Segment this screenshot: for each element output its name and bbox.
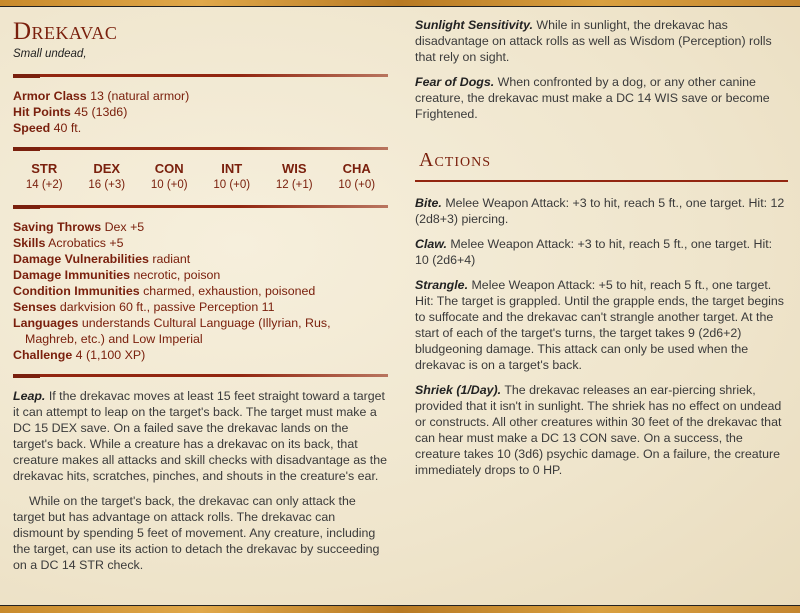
ability-name: INT [221,161,243,176]
ability-wis [276,161,313,193]
senses [13,299,388,315]
damage-vulnerabilities [13,251,388,267]
actions-divider [415,180,788,182]
bottom-border [0,605,800,613]
ability-name: CON [154,161,184,176]
challenge [13,347,388,363]
label: Challenge [13,347,73,362]
label: Hit Points [13,104,71,119]
actions-heading: Actions [419,149,492,171]
value: darkvision 60 ft., passive Perception 11 [59,299,275,314]
speed [13,120,388,136]
value: 45 (13d6) [74,104,128,119]
trait-text: When confronted by a dog, or any other canine creature, the drekavac must make a DC 14 WIS save or become Frightened. [415,75,770,121]
ability-value: 16 (+3) [88,179,126,191]
trait-sunlight-sensitivity [415,17,788,65]
monster-type: Small undead, [13,48,87,60]
ability-name: STR [31,161,58,176]
value: 4 (1,100 XP) [75,347,146,362]
trait-leap [13,388,388,484]
value-continued: Maghreb, etc.) and Low Imperial [25,331,203,346]
trait-text: If the drekavac moves at least 15 feet straight toward a target it can attempt to leap on the target's back. The target must make a DC 15 DEX save. On a failed save the drekavac lands on the target's back. While a creature has a drekavac on its back, that creature makes all attacks and skill checks with disadvantage as the drekavac hits, scratches, pinches, and shouts in the creature's ear. [13,389,387,483]
condition-immunities [13,283,388,299]
action-bite [415,195,788,227]
ability-con [151,161,188,193]
trait-text: While in sunlight, the drekavac has disadvantage on attack rolls as well as Wisdom (Perception) rolls that rely on sight. [415,18,772,64]
label: Speed [13,120,51,135]
action-text: Melee Weapon Attack: +3 to hit, reach 5 ft., one target. Hit: 12 (2d8+3) piercing. [415,196,785,226]
ability-name: WIS [281,161,307,176]
ability-value: 12 (+1) [275,179,313,191]
label: Armor Class [13,88,87,103]
ability-dex [88,161,125,193]
ability-cha [338,161,375,193]
divider [13,74,388,77]
trait-leap-continued: While on the target's back, the drekavac can only attack the target but has advantage on attack rolls. The drekavac can dismount by spending 5 feet of movement. Any creature, including the target, can use its action to detach the drekavac by succeeding on a DC 14 STR check. [13,494,380,572]
label: Damage Vulnerabilities [13,251,149,266]
ability-scores [13,161,388,193]
ability-value: 14 (+2) [25,179,63,191]
action-name: Claw. [415,237,447,251]
action-name: Bite. [415,196,442,210]
action-text: The drekavac releases an ear-piercing shriek, provided that it isn't in sunlight. The shriek has no effect on undead or constructs. All other creatures within 30 feet of the drekavac that can hear must make a DC 13 CON save. On a success, the creature takes 10 (3d6) psychic damage. On a failure, the creature immediately drops to 0 HP. [415,383,782,477]
action-name: Strangle. [415,278,469,292]
label: Senses [13,299,57,314]
label: Damage Immunities [13,267,131,282]
hit-points [13,104,388,120]
saving-throws [13,219,388,235]
action-text: Melee Weapon Attack: +5 to hit, reach 5 ft., one target. Hit: The target is grappled. Until the grapple ends, the target begins to suffocate and the drekavac can't strangle another target. At the start of each of the target's turns, the target takes 9 (2d6+2) bludgeoning damage. This attack can only be used when the drekavac is on a target's back. [415,278,784,372]
monster-name: Drekavac [13,18,118,45]
action-text: Melee Weapon Attack: +3 to hit, reach 5 ft., one target. Hit: 10 (2d6+4) [415,237,773,267]
value: Acrobatics +5 [48,235,124,250]
ability-str [26,161,63,193]
label: Saving Throws [13,219,102,234]
label: Languages [13,315,79,330]
ability-name: CHA [342,161,371,176]
trait-name: Leap. [13,389,46,403]
label: Condition Immunities [13,283,140,298]
ability-value: 10 (+0) [338,179,376,191]
value: 13 (natural armor) [90,88,190,103]
damage-immunities [13,267,388,283]
divider [13,147,388,150]
value: Dex +5 [104,219,145,234]
top-border [0,0,800,7]
value: 40 ft. [53,120,82,135]
trait-name: Fear of Dogs. [415,75,495,89]
stat-block-right-column [415,17,788,487]
ability-int [213,161,250,193]
armor-class [13,88,388,104]
languages [13,315,388,347]
skills [13,235,388,251]
value: understands Cultural Language (Illyrian, Rus, [81,315,331,330]
divider [13,374,388,377]
ability-value: 10 (+0) [150,179,188,191]
action-shriek [415,382,788,478]
action-claw [415,236,788,268]
label: Skills [13,235,46,250]
value: necrotic, poison [133,267,221,282]
divider [13,205,388,208]
stat-block-left-column [13,18,388,582]
value: radiant [152,251,191,266]
action-strangle [415,277,788,373]
action-name: Shriek (1/Day). [415,383,502,397]
ability-value: 10 (+0) [213,179,251,191]
trait-name: Sunlight Sensitivity. [415,18,533,32]
value: charmed, exhaustion, poisoned [143,283,316,298]
trait-fear-of-dogs [415,74,788,122]
ability-name: DEX [93,161,121,176]
